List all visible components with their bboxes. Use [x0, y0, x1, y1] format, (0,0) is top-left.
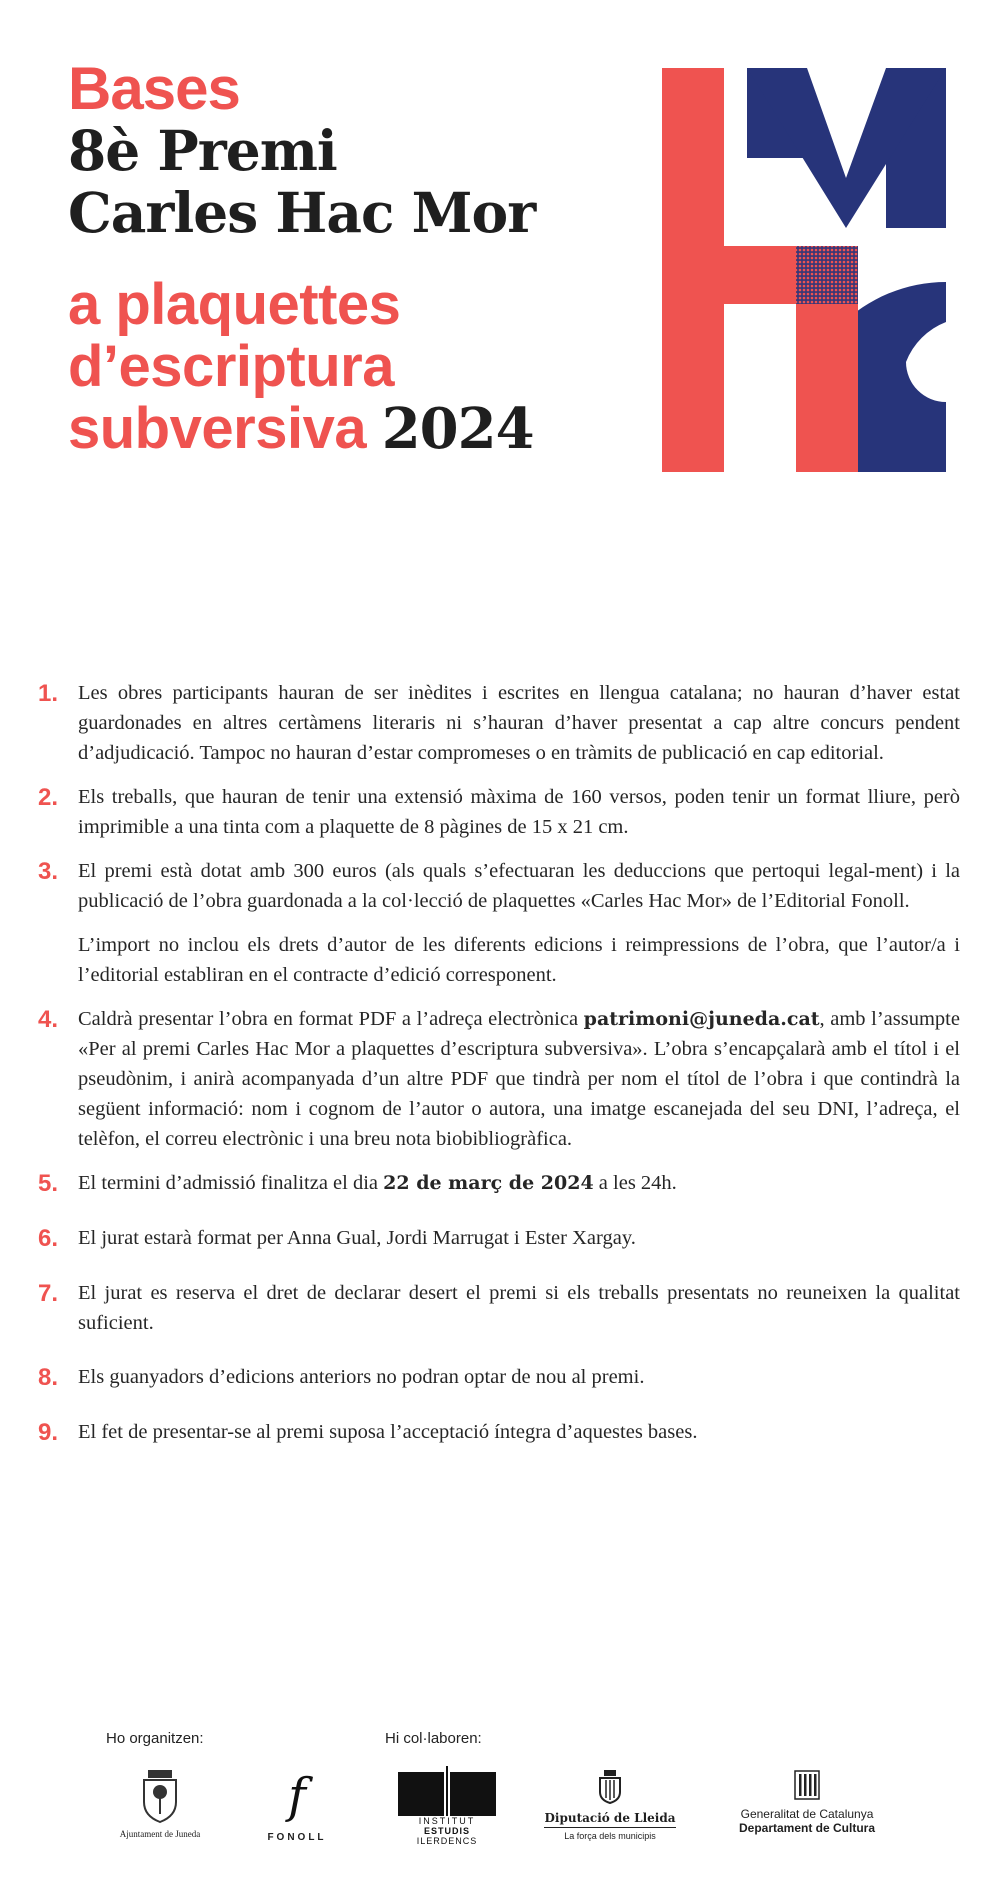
- rule-text: El premi està dotat amb 300 euros (als quals s’efectuaran les deduccions que pertoqui legal-ment) i la publicació de l’obra guardonada a la col·lecció de plaquettes «Carles Hac Mor» de l’Editorial Fonoll.: [78, 860, 960, 912]
- juneda-name: Ajuntament de Juneda: [119, 1829, 201, 1839]
- rule-number: 6.: [38, 1225, 59, 1252]
- title-premi-line2: Carles Hac Mor: [68, 180, 536, 245]
- diputacio-logo: [540, 1770, 680, 1841]
- rule-text: El termini d’admissió finalitza el dia 22 de març de 2024 a les 24h.: [78, 1172, 677, 1194]
- fonoll-name: FONOLL: [267, 1832, 327, 1843]
- iei-line2: ESTUDIS: [423, 1826, 470, 1836]
- subtitle-line3: subversiva: [68, 396, 367, 461]
- rule-text: El jurat es reserva el dret de declarar desert el premi si els treballs presentats no reuneixen la qualitat suficient.: [78, 1282, 960, 1334]
- organitzen-label: Ho organitzen:: [106, 1730, 204, 1747]
- rule-text-extra: L’import no inclou els drets d’autor de les diferents edicions i reimpressions de l’obra, que l’autor/a i l’editorial establiran en el contracte d’edició corresponent.: [78, 934, 960, 986]
- rule-item-6: [38, 1223, 960, 1254]
- deadline-date: 22 de març de 2024: [383, 1172, 594, 1194]
- rule-item-8: [38, 1362, 960, 1393]
- hcm-logo-icon: [662, 68, 946, 472]
- rule-text: El fet de presentar-se al premi suposa l’acceptació íntegra d’aquestes bases.: [78, 1421, 698, 1443]
- rule-number: 3.: [38, 858, 59, 885]
- generalitat-logo: [722, 1770, 892, 1835]
- juneda-shield-icon: [138, 1768, 182, 1824]
- rule-item-4: [38, 1004, 960, 1154]
- rule-number: 2.: [38, 784, 59, 811]
- title-premi-line1: 8è Premi: [68, 118, 337, 183]
- diputacio-sub: La força dels municipis: [564, 1831, 656, 1841]
- iei-mark-icon: [398, 1772, 496, 1846]
- subtitle-line2: d’escriptura: [68, 334, 394, 399]
- email-link[interactable]: patrimoni@juneda.cat: [583, 1008, 820, 1030]
- fonoll-logo: [262, 1768, 332, 1843]
- iei-line3: ILERDENCS: [416, 1836, 478, 1846]
- rule-item-3: [38, 856, 960, 990]
- rule-text: Caldrà presentar l’obra en format PDF a l’adreça electrònica patrimoni@juneda.cat, amb l’assumpte «Per al premi Carles Hac Mor a plaquettes d’escriptura subversiva». L’obra s’encapçalarà amb el títol i el pseudònim, i anirà acompanyada d’un altre PDF que tindrà per nom el títol de l’obra i que contindrà la següent informació: nom i cognom de l’autor o autora, una imatge escanejada del seu DNI, l’adreça, el telèfon, el correu electrònic i una breu nota biobibliogràfica.: [78, 1008, 960, 1150]
- juneda-logo: [100, 1768, 220, 1839]
- rule-text: Les obres participants hauran de ser inèdites i escrites en llengua catalana; no hauran d’haver estat guardonades en altres certàmens literaris ni s’hauran d’haver presentat a cap altre concurs pendent d’adjudicació. Tampoc no hauran d’estar compromeses o en tràmits de publicació en cap editorial.: [78, 682, 960, 764]
- rule-item-1: [38, 678, 960, 768]
- diputacio-shield-icon: [598, 1770, 622, 1804]
- footer-sponsors: [0, 1730, 1000, 1900]
- rule-number: 1.: [38, 680, 59, 707]
- rule-number: 7.: [38, 1280, 59, 1307]
- iei-line1: INSTITUT: [418, 1816, 476, 1826]
- rule-number: 4.: [38, 1006, 59, 1033]
- iei-logo: [398, 1772, 496, 1846]
- title-bases: Bases: [68, 55, 240, 122]
- rule-item-7: [38, 1278, 960, 1338]
- collaboren-label: Hi col·laboren:: [385, 1730, 482, 1747]
- subtitle-line1: a plaquettes: [68, 272, 401, 337]
- fonoll-f-icon: f: [288, 1768, 306, 1824]
- rule-text: Els treballs, que hauran de tenir una extensió màxima de 160 versos, poden tenir un format lliure, però imprimible a una tinta com a plaquette de 8 pàgines de 15 x 21 cm.: [78, 786, 960, 838]
- rule-number: 5.: [38, 1170, 59, 1197]
- generalitat-line2: Departament de Cultura: [738, 1821, 876, 1835]
- title-year: 2024: [381, 396, 534, 462]
- rule-item-5: [38, 1168, 960, 1199]
- subtitle-line3-wrap: [68, 398, 628, 460]
- generalitat-senyera-icon: [794, 1770, 820, 1800]
- rule-item-9: [38, 1417, 960, 1448]
- rule-text: Els guanyadors d’edicions anteriors no podran optar de nou al premi.: [78, 1366, 645, 1388]
- rule-item-2: [38, 782, 960, 842]
- diputacio-title: Diputació de Lleida: [544, 1811, 675, 1828]
- rule-number: 8.: [38, 1364, 59, 1391]
- rules-list: [38, 678, 960, 1448]
- title-block: [68, 55, 628, 462]
- rule-text: El jurat estarà format per Anna Gual, Jordi Marrugat i Ester Xargay.: [78, 1227, 636, 1249]
- generalitat-line1: Generalitat de Catalunya: [740, 1807, 874, 1821]
- rule-number: 9.: [38, 1419, 59, 1446]
